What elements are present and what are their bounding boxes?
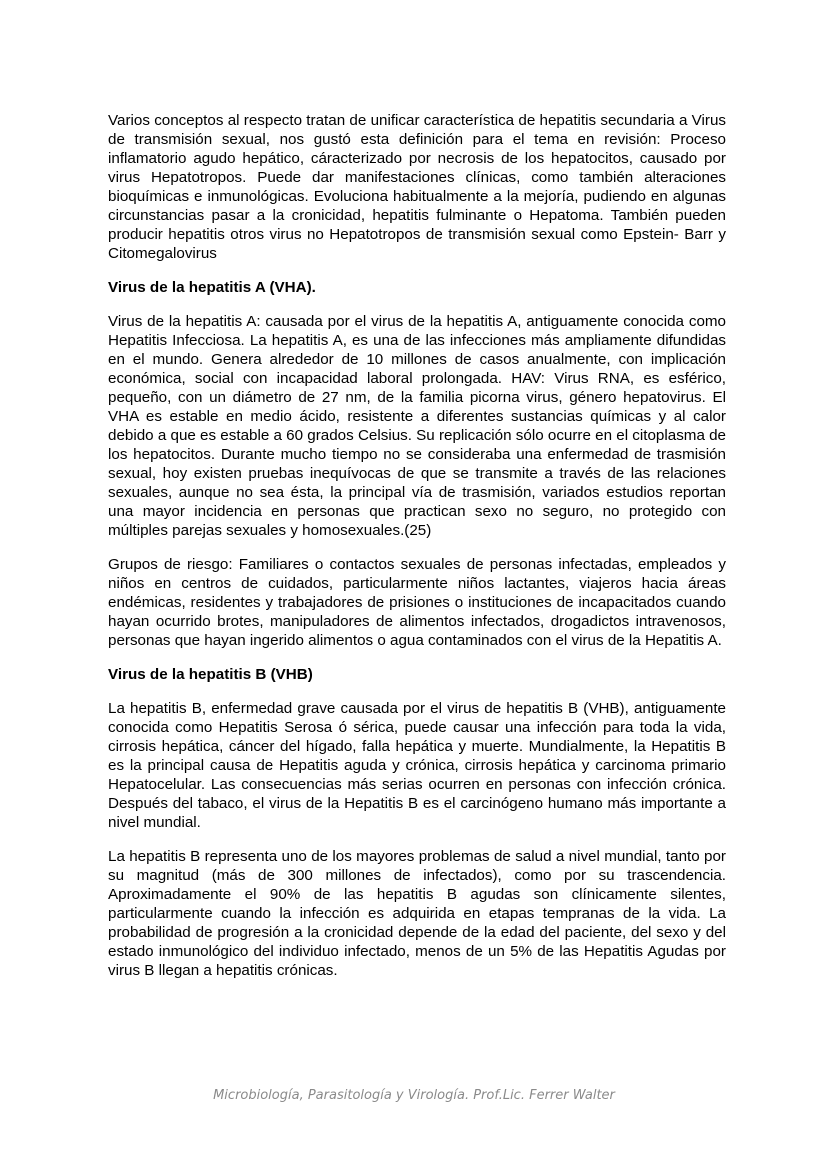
page-footer: Microbiología, Parasitología y Virología. Prof.Lic. Ferrer Walter <box>213 1088 615 1103</box>
hepatitis-a-paragraph-1: Virus de la hepatitis A: causada por el virus de la hepatitis A, antiguamente conocida como Hepatitis Infecciosa. La hepatitis A, es una de las infecciones más ampliamente difundidas en el mundo. Genera alrededor de 10 millones de casos anualmente, con implicación económica, social con incapacidad laboral prolongada. HAV: Virus RNA, es esférico, pequeño, con un diámetro de 27 nm, de la familia picorna virus, género hepatovirus. El VHA es estable en medio ácido, resistente a diferentes sustancias químicas y al calor debido a que es estable a 60 grados Celsius. Su replicación sólo ocurre en el citoplasma de los hepatocitos. Durante mucho tiempo no se consideraba una enfermedad de trasmisión sexual, hoy existen pruebas inequívocas de que se transmite a través de las relaciones sexuales, aunque no sea ésta, la principal vía de trasmisión, variados estudios reportan una mayor incidencia en personas que practican sexo no seguro, no protegido con múltiples parejas sexuales y homosexuales.(25) <box>108 313 727 539</box>
hepatitis-b-paragraph-2: La hepatitis B representa uno de los mayores problemas de salud a nivel mundial, tanto por su magnitud (más de 300 millones de infectados), como por su trascendencia. Aproximadamente el 90% de las hepatitis B agudas son clínicamente silentes, particularmente cuando la infección es adquirida en etapas tempranas de la vida. La probabilidad de progresión a la cronicidad depende de la edad del paciente, del sexo y del estado inmunológico del individuo infectado, menos de un 5% de las Hepatitis Agudas por virus B llegan a hepatitis crónicas. <box>108 848 726 979</box>
section-heading-hepatitis-a: Virus de la hepatitis A (VHA). <box>108 279 316 296</box>
hepatitis-a-paragraph-2: Grupos de riesgo: Familiares o contactos sexuales de personas infectadas, empleados y niños en centros de cuidados, particularmente niños lactantes, viajeros hacia áreas endémicas, residentes y trabajadores de prisiones o instituciones de incapacitados cuando hayan ocurrido brotes, manipuladores de alimentos infectados, drogadictos intravenosos, personas que hayan ingerido alimentos o agua contaminados con el virus de la Hepatitis A. <box>108 556 726 649</box>
hepatitis-b-paragraph-1: La hepatitis B, enfermedad grave causada por el virus de hepatitis B (VHB), antiguamente conocida como Hepatitis Serosa ó sérica, puede causar una infección para toda la vida, cirrosis hepática, cáncer del hígado, falla hepática y muerte. Mundialmente, la Hepatitis B es la principal causa de Hepatitis aguda y crónica, cirrosis hepática y carcinoma primario Hepatocelular. Las consecuencias más serias ocurren en personas con infección crónica. Después del tabaco, el virus de la Hepatitis B es el carcinógeno humano más importante a nivel mundial. <box>108 700 726 831</box>
intro-paragraph: Varios conceptos al respecto tratan de unificar característica de hepatitis secundaria a Virus de transmisión sexual, nos gustó esta definición para el tema en revisión: Proceso inflamatorio agudo hepático, cáracterizado por necrosis de los hepatocitos, causado por virus Hepatotropos. Puede dar manifestaciones clínicas, como también alteraciones bioquímicas e inmunológicas. Evoluciona habitualmente a la mejoría, pudiendo en algunas circunstancias pasar a la cronicidad, hepatitis fulminante o Hepatoma. También pueden producir hepatitis otros virus no Hepatotropos de transmisión sexual como Epstein- Barr y Citomegalovirus <box>108 112 726 262</box>
document-body <box>108 111 726 995</box>
section-heading-hepatitis-b: Virus de la hepatitis B (VHB) <box>108 666 313 683</box>
